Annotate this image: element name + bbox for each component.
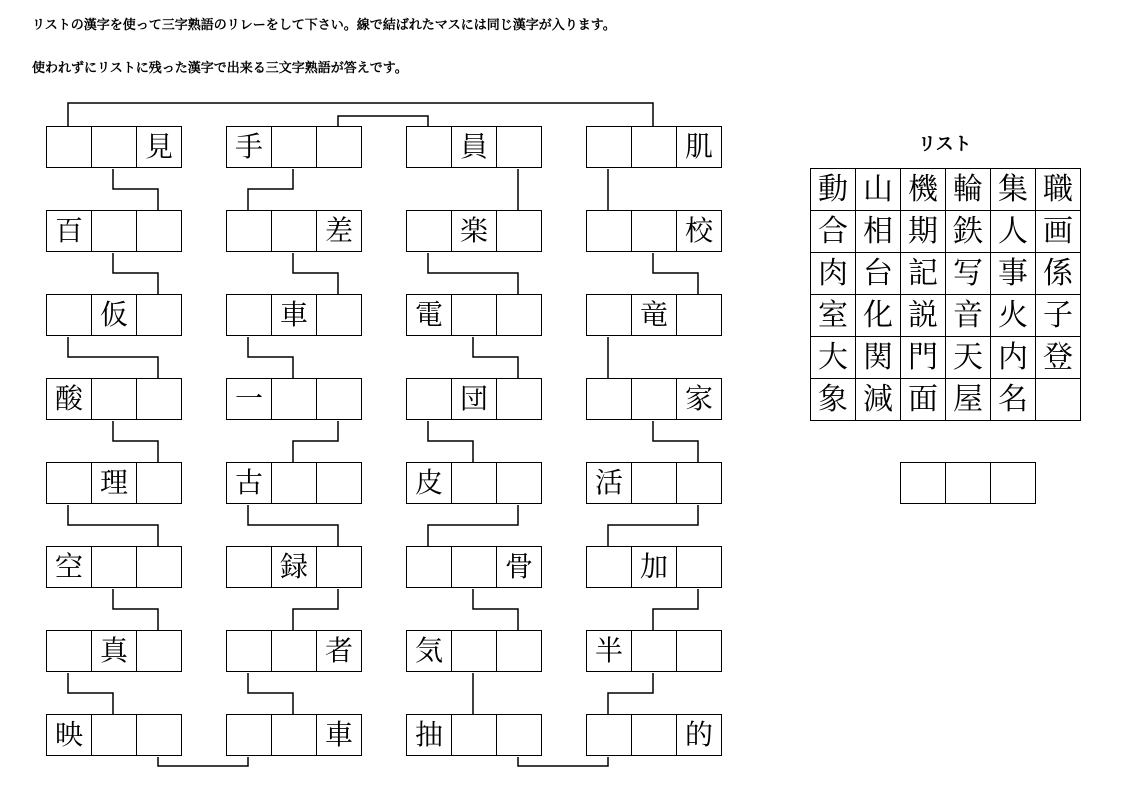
list-kanji-cell: 動 — [811, 169, 856, 211]
empty-answer-cell[interactable] — [587, 378, 632, 420]
list-kanji-cell: 記 — [901, 253, 946, 295]
word-row — [586, 126, 722, 168]
empty-answer-cell[interactable] — [587, 210, 632, 252]
empty-answer-cell[interactable] — [227, 210, 272, 252]
empty-answer-cell[interactable] — [47, 462, 92, 504]
empty-answer-cell[interactable] — [632, 378, 677, 420]
given-kanji-cell: 活 — [587, 462, 632, 504]
list-kanji-cell: 象 — [811, 379, 856, 421]
empty-answer-cell[interactable] — [272, 462, 317, 504]
word-row — [586, 630, 722, 672]
list-kanji-cell: 火 — [991, 295, 1036, 337]
list-kanji-cell: 期 — [901, 211, 946, 253]
empty-answer-cell[interactable] — [92, 378, 137, 420]
empty-answer-cell[interactable] — [677, 462, 722, 504]
word-row — [406, 294, 542, 336]
given-kanji-cell: 団 — [452, 378, 497, 420]
given-kanji-cell: 楽 — [452, 210, 497, 252]
list-kanji-cell: 化 — [856, 295, 901, 337]
empty-answer-cell[interactable] — [407, 546, 452, 588]
list-kanji-cell: 天 — [946, 337, 991, 379]
empty-answer-cell[interactable] — [452, 546, 497, 588]
list-kanji-cell: 集 — [991, 169, 1036, 211]
empty-answer-cell[interactable] — [407, 210, 452, 252]
list-kanji-cell: 面 — [901, 379, 946, 421]
empty-answer-cell[interactable] — [317, 294, 362, 336]
given-kanji-cell: 百 — [47, 210, 92, 252]
list-kanji-cell: 係 — [1036, 253, 1081, 295]
word-row — [226, 378, 362, 420]
empty-answer-cell[interactable] — [407, 126, 452, 168]
given-kanji-cell: 気 — [407, 630, 452, 672]
empty-answer-cell[interactable] — [137, 378, 182, 420]
word-row — [46, 630, 182, 672]
answer-cell[interactable] — [991, 462, 1036, 504]
list-kanji-cell: 関 — [856, 337, 901, 379]
list-kanji-cell: 合 — [811, 211, 856, 253]
empty-answer-cell[interactable] — [92, 546, 137, 588]
empty-answer-cell[interactable] — [497, 126, 542, 168]
answer-cell[interactable] — [901, 462, 946, 504]
empty-answer-cell[interactable] — [137, 210, 182, 252]
list-kanji-cell: 人 — [991, 211, 1036, 253]
list-kanji-cell: 音 — [946, 295, 991, 337]
instruction-line-1: リストの漢字を使って三字熟語のリレーをして下さい。線で結ばれたマスには同じ漢字が入ります。 — [32, 18, 616, 33]
empty-answer-cell[interactable] — [587, 714, 632, 756]
word-row — [46, 378, 182, 420]
empty-answer-cell[interactable] — [632, 126, 677, 168]
given-kanji-cell: 古 — [227, 462, 272, 504]
word-row — [586, 714, 722, 756]
list-kanji-cell: 説 — [901, 295, 946, 337]
word-row — [406, 462, 542, 504]
empty-answer-cell[interactable] — [92, 714, 137, 756]
empty-answer-cell[interactable] — [137, 546, 182, 588]
empty-answer-cell[interactable] — [137, 630, 182, 672]
list-kanji-cell: 子 — [1036, 295, 1081, 337]
empty-answer-cell[interactable] — [227, 714, 272, 756]
word-row — [46, 126, 182, 168]
empty-answer-cell[interactable] — [677, 294, 722, 336]
empty-answer-cell[interactable] — [497, 714, 542, 756]
empty-answer-cell[interactable] — [632, 462, 677, 504]
given-kanji-cell: 酸 — [47, 378, 92, 420]
list-kanji-cell: 画 — [1036, 211, 1081, 253]
word-row — [46, 714, 182, 756]
empty-answer-cell[interactable] — [497, 210, 542, 252]
list-kanji-cell: 輪 — [946, 169, 991, 211]
word-row — [226, 714, 362, 756]
word-row — [46, 462, 182, 504]
list-kanji-cell — [1036, 379, 1081, 421]
word-row — [226, 630, 362, 672]
word-row — [586, 462, 722, 504]
word-row — [226, 126, 362, 168]
empty-answer-cell[interactable] — [227, 630, 272, 672]
word-row — [586, 294, 722, 336]
empty-answer-cell[interactable] — [497, 462, 542, 504]
empty-answer-cell[interactable] — [407, 378, 452, 420]
empty-answer-cell[interactable] — [272, 378, 317, 420]
word-row — [226, 210, 362, 252]
given-kanji-cell: 映 — [47, 714, 92, 756]
given-kanji-cell: 半 — [587, 630, 632, 672]
list-kanji-cell: 室 — [811, 295, 856, 337]
list-kanji-cell: 職 — [1036, 169, 1081, 211]
given-kanji-cell: 校 — [677, 210, 722, 252]
list-kanji-cell: 大 — [811, 337, 856, 379]
word-row — [406, 126, 542, 168]
given-kanji-cell: 仮 — [92, 294, 137, 336]
word-row — [226, 546, 362, 588]
given-kanji-cell: 空 — [47, 546, 92, 588]
empty-answer-cell[interactable] — [632, 210, 677, 252]
list-kanji-cell: 山 — [856, 169, 901, 211]
given-kanji-cell: 一 — [227, 378, 272, 420]
list-kanji-cell: 門 — [901, 337, 946, 379]
answer-boxes — [900, 462, 1036, 504]
empty-answer-cell[interactable] — [317, 378, 362, 420]
list-kanji-cell: 登 — [1036, 337, 1081, 379]
list-kanji-cell: 鉄 — [946, 211, 991, 253]
list-title: リスト — [918, 134, 972, 155]
empty-answer-cell[interactable] — [452, 462, 497, 504]
list-kanji-cell: 肉 — [811, 253, 856, 295]
word-row — [406, 546, 542, 588]
empty-answer-cell[interactable] — [272, 210, 317, 252]
empty-answer-cell[interactable] — [317, 546, 362, 588]
given-kanji-cell: 車 — [272, 294, 317, 336]
list-kanji-cell: 台 — [856, 253, 901, 295]
given-kanji-cell: 手 — [227, 126, 272, 168]
given-kanji-cell: 者 — [317, 630, 362, 672]
word-row — [46, 546, 182, 588]
word-row — [46, 294, 182, 336]
word-row — [46, 210, 182, 252]
empty-answer-cell[interactable] — [632, 630, 677, 672]
list-kanji-cell: 相 — [856, 211, 901, 253]
empty-answer-cell[interactable] — [137, 294, 182, 336]
given-kanji-cell: 見 — [137, 126, 182, 168]
empty-answer-cell[interactable] — [92, 210, 137, 252]
empty-answer-cell[interactable] — [92, 126, 137, 168]
word-row — [586, 378, 722, 420]
empty-answer-cell[interactable] — [497, 378, 542, 420]
empty-answer-cell[interactable] — [47, 126, 92, 168]
empty-answer-cell[interactable] — [677, 630, 722, 672]
word-row — [586, 210, 722, 252]
list-kanji-cell: 屋 — [946, 379, 991, 421]
given-kanji-cell: 肌 — [677, 126, 722, 168]
instruction-line-2: 使われずにリストに残った漢字で出来る三文字熟語が答えです。 — [32, 61, 408, 76]
given-kanji-cell: 抽 — [407, 714, 452, 756]
empty-answer-cell[interactable] — [137, 462, 182, 504]
empty-answer-cell[interactable] — [227, 546, 272, 588]
given-kanji-cell: 電 — [407, 294, 452, 336]
empty-answer-cell[interactable] — [452, 714, 497, 756]
given-kanji-cell: 皮 — [407, 462, 452, 504]
given-kanji-cell: 理 — [92, 462, 137, 504]
answer-cell[interactable] — [946, 462, 991, 504]
given-kanji-cell: 家 — [677, 378, 722, 420]
empty-answer-cell[interactable] — [317, 126, 362, 168]
empty-answer-cell[interactable] — [497, 630, 542, 672]
kanji-list-grid — [810, 168, 1081, 421]
empty-answer-cell[interactable] — [272, 630, 317, 672]
list-kanji-cell: 減 — [856, 379, 901, 421]
empty-answer-cell[interactable] — [587, 294, 632, 336]
list-kanji-cell: 事 — [991, 253, 1036, 295]
given-kanji-cell: 骨 — [497, 546, 542, 588]
word-row — [406, 714, 542, 756]
given-kanji-cell: 車 — [317, 714, 362, 756]
empty-answer-cell[interactable] — [452, 294, 497, 336]
word-row — [586, 546, 722, 588]
empty-answer-cell[interactable] — [497, 294, 542, 336]
list-kanji-cell: 写 — [946, 253, 991, 295]
list-kanji-cell: 名 — [991, 379, 1036, 421]
given-kanji-cell: 員 — [452, 126, 497, 168]
empty-answer-cell[interactable] — [452, 630, 497, 672]
word-row — [226, 462, 362, 504]
word-row — [406, 210, 542, 252]
given-kanji-cell: 真 — [92, 630, 137, 672]
empty-answer-cell[interactable] — [227, 294, 272, 336]
given-kanji-cell: 竜 — [632, 294, 677, 336]
empty-answer-cell[interactable] — [632, 714, 677, 756]
empty-answer-cell[interactable] — [47, 294, 92, 336]
list-kanji-cell: 機 — [901, 169, 946, 211]
word-row — [406, 378, 542, 420]
empty-answer-cell[interactable] — [272, 126, 317, 168]
empty-answer-cell[interactable] — [272, 714, 317, 756]
given-kanji-cell: 差 — [317, 210, 362, 252]
empty-answer-cell[interactable] — [137, 714, 182, 756]
list-kanji-cell: 内 — [991, 337, 1036, 379]
empty-answer-cell[interactable] — [587, 546, 632, 588]
empty-answer-cell[interactable] — [677, 546, 722, 588]
given-kanji-cell: 加 — [632, 546, 677, 588]
empty-answer-cell[interactable] — [317, 462, 362, 504]
empty-answer-cell[interactable] — [47, 630, 92, 672]
given-kanji-cell: 的 — [677, 714, 722, 756]
word-row — [226, 294, 362, 336]
word-row — [406, 630, 542, 672]
given-kanji-cell: 録 — [272, 546, 317, 588]
empty-answer-cell[interactable] — [587, 126, 632, 168]
